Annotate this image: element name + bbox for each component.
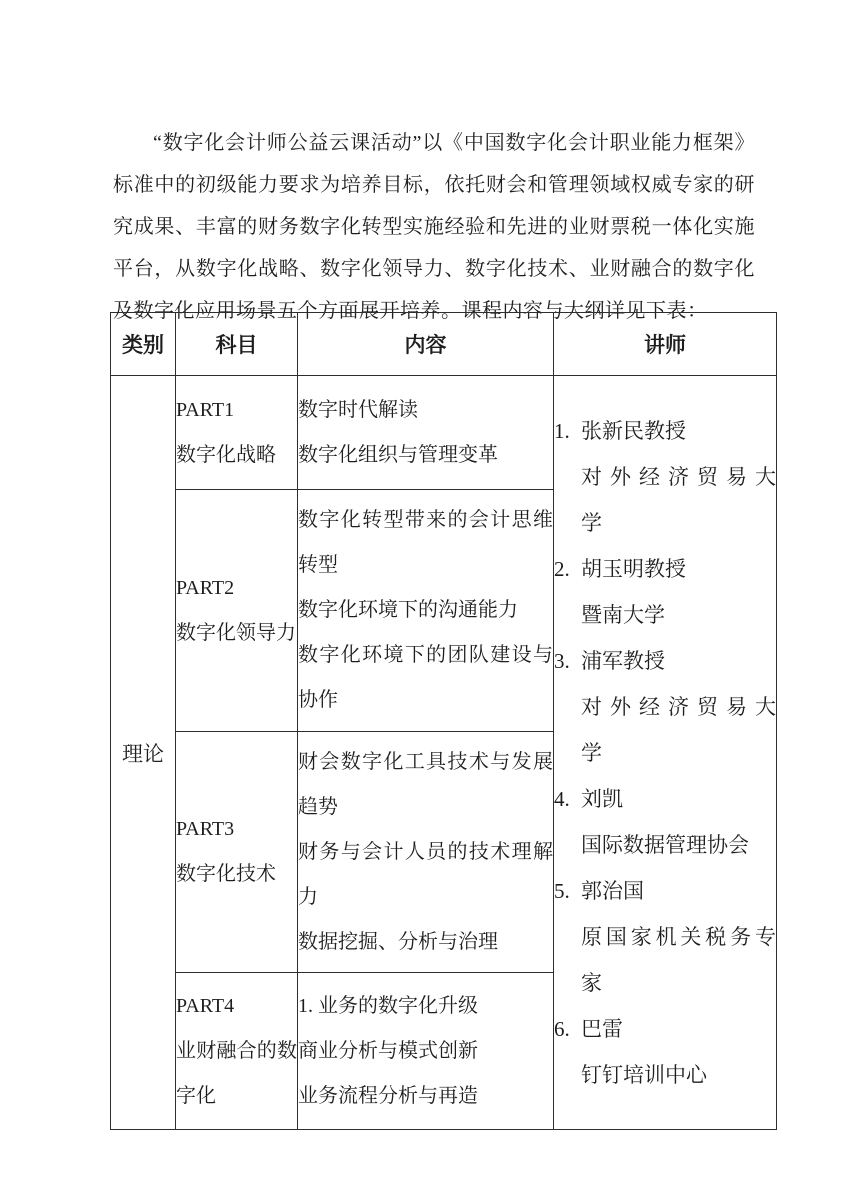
lecturer-affiliation-line: 学 xyxy=(581,510,602,535)
lecturer-affiliation-line: 原国家机关税务专 xyxy=(581,924,776,949)
header-category: 类别 xyxy=(111,313,176,376)
content-item: 商业分析与模式创新 xyxy=(298,1039,478,1062)
lecturer-name-line xyxy=(554,408,776,454)
lecturer-name-line xyxy=(554,638,776,684)
content-cell xyxy=(298,376,554,490)
lecturer-number: 2. xyxy=(554,556,570,581)
lecturer-affiliation-line: 家 xyxy=(581,970,602,995)
lecturer-affiliation-line: 钉钉培训中心 xyxy=(581,1062,707,1087)
content-item: 财务与会计人员的技术理解力 xyxy=(298,840,553,908)
part-label: PART1 xyxy=(176,398,235,421)
content-item: 业务流程分析与再造 xyxy=(298,1084,478,1107)
content-cell xyxy=(298,490,554,732)
header-content: 内容 xyxy=(298,313,554,376)
subject-name: 数字化领导力 xyxy=(176,621,296,644)
content-item: 数据挖掘、分析与治理 xyxy=(298,930,498,953)
lecturer-number: 6. xyxy=(554,1016,570,1041)
subject-name: 数字化战略 xyxy=(176,443,276,466)
lecturer-name: 胡玉明教授 xyxy=(581,556,686,581)
lecturer-number: 3. xyxy=(554,648,570,673)
part-label: PART2 xyxy=(176,576,235,599)
subject-name: 业财融合的数字化 xyxy=(176,1039,297,1107)
lecturer-affiliation-line: 对外经济贸易大 xyxy=(581,694,776,719)
lecturer-name-line xyxy=(554,546,776,592)
content-item: 数字化转型带来的会计思维转型 xyxy=(298,509,553,576)
content-item: 数字化组织与管理变革 xyxy=(298,443,498,466)
lecturer-name-line xyxy=(554,1006,776,1052)
subject-cell xyxy=(176,973,298,1130)
part-label: PART3 xyxy=(176,818,235,840)
lecturer-name-line xyxy=(554,868,776,914)
lecturer-name-line xyxy=(554,776,776,822)
header-subject: 科目 xyxy=(176,313,298,376)
lecturer-name: 刘凯 xyxy=(581,786,623,811)
part-label: PART4 xyxy=(176,994,235,1017)
lecturer-number: 5. xyxy=(554,878,570,903)
content-item: 1. 业务的数字化升级 xyxy=(298,994,478,1017)
content-cell xyxy=(298,973,554,1130)
course-table xyxy=(110,312,777,1130)
category-cell: 理论 xyxy=(111,376,176,1130)
lecturer-name: 浦军教授 xyxy=(581,648,665,673)
lecturer-name: 张新民教授 xyxy=(581,418,686,443)
lecturer-affiliation-line: 对外经济贸易大 xyxy=(581,464,776,489)
content-cell xyxy=(298,732,554,973)
lecturer-number: 1. xyxy=(554,418,570,443)
subject-cell xyxy=(176,376,298,490)
table-row xyxy=(111,376,777,490)
content-item: 数字时代解读 xyxy=(298,398,418,421)
lecturer-name: 巴雷 xyxy=(581,1016,623,1041)
lecturer-affiliation-line: 学 xyxy=(581,740,602,765)
lecturer-affiliation-line: 国际数据管理协会 xyxy=(581,832,749,857)
table-header-row xyxy=(111,313,777,376)
subject-cell xyxy=(176,732,298,973)
subject-cell xyxy=(176,490,298,732)
content-item: 财会数字化工具技术与发展趋势 xyxy=(298,750,553,818)
lecturer-cell xyxy=(554,376,777,1130)
content-item: 数字化环境下的沟通能力 xyxy=(298,599,518,621)
lecturer-affiliation-line: 暨南大学 xyxy=(581,602,665,627)
lecturer-number: 4. xyxy=(554,786,570,811)
subject-name: 数字化技术 xyxy=(176,863,276,885)
header-lecturer: 讲师 xyxy=(554,313,777,376)
content-item: 数字化环境下的团队建设与协作 xyxy=(298,644,553,711)
lecturer-name: 郭治国 xyxy=(581,878,644,903)
intro-paragraph: “数字化会计师公益云课活动”以《中国数字化会计职业能力框架》标准中的初级能力要求为培养目标，依托财会和管理领域权威专家的研究成果、丰富的财务数字化转型实施经验和先进的业财票税一体化实施平台，从数字化战略、数字化领导力、数字化技术、业财融合的数字化及数字化应用场景五个方面展开培养。课程内容与大纲详见下表： xyxy=(113,132,755,322)
